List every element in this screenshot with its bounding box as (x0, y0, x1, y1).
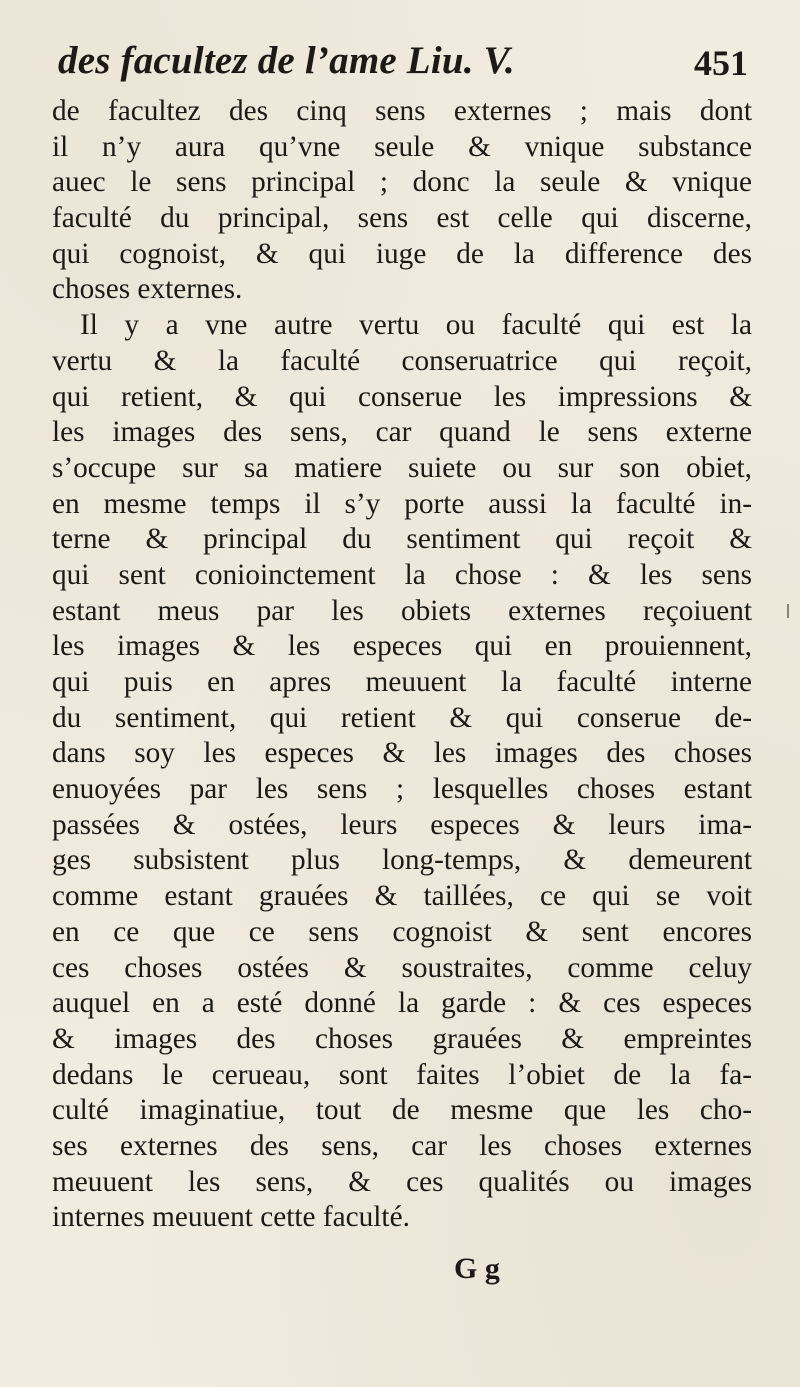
text-line: en ce que ce sens cognoist & sent encores (52, 915, 752, 948)
text-line: qui puis en apres meuuent la faculté interne (52, 666, 752, 698)
text-line: auec le sens principal ; donc la seule & vnique (52, 166, 752, 199)
text-line: estant meus par les obiets externes reçoiuent (52, 594, 752, 627)
text-line: faculté du principal, sens est celle qui discerne, (52, 202, 752, 235)
text-line: qui cognoist, & qui iuge de la difference des (52, 237, 752, 270)
text-line: les images des sens, car quand le sens externe (52, 416, 752, 449)
text-line: internes meuuent cette faculté. (52, 1201, 410, 1234)
text-line: qui retient, & qui conserue les impressions & (52, 380, 752, 413)
text-line: qui sent conioinctement la chose : & les sens (52, 558, 752, 591)
page-number: 451 (694, 43, 748, 83)
text-line: culté imaginatiue, tout de mesme que les cho- (52, 1094, 752, 1127)
paragraph-2 (52, 308, 752, 1236)
text-line: terne & principal du sentiment qui reçoit & (52, 523, 752, 556)
text-line: ges subsistent plus long-temps, & demeurent (52, 844, 752, 877)
body-text (52, 94, 752, 1236)
text-line: choses externes. (52, 273, 243, 306)
running-title: des facultez de l’ame Liu. V. (58, 39, 515, 82)
text-line: en mesme temps il s’y porte aussi la faculté in- (52, 487, 752, 520)
text-line: s’occupe sur sa matiere suiete ou sur son obiet, (52, 451, 752, 484)
text-line: il n’y aura qu’vne seule & vnique substance (52, 130, 752, 163)
text-line: vertu & la faculté conseruatrice qui reçoit, (52, 344, 752, 377)
text-line: & images des choses grauées & empreintes (52, 1022, 752, 1055)
page-header (58, 38, 748, 88)
text-line: ces choses ostées & soustraites, comme celuy (52, 951, 752, 984)
text-line: de facultez des cinq sens externes ; mais dont (52, 95, 752, 127)
text-line: dedans le cerueau, sont faites l’obiet de la fa- (52, 1058, 752, 1091)
text-line: enuoyées par les sens ; lesquelles choses estant (52, 773, 752, 806)
paragraph-1 (52, 94, 752, 308)
text-line: les images & les especes qui en prouiennent, (52, 630, 752, 663)
signature-mark: G g (454, 1252, 500, 1285)
text-line: comme estant grauées & taillées, ce qui se voit (52, 880, 752, 913)
text-line: passées & ostées, leurs especes & leurs ima- (52, 808, 752, 841)
margin-mark (787, 604, 789, 618)
text-line: du sentiment, qui retient & qui conserue de- (52, 701, 752, 734)
text-line: Il y a vne autre vertu ou faculté qui est la (80, 309, 752, 342)
text-line: meuuent les sens, & ces qualités ou images (52, 1165, 752, 1198)
text-line: dans soy les especes & les images des choses (52, 737, 752, 770)
text-line: auquel en a esté donné la garde : & ces especes (52, 987, 752, 1020)
text-line: ses externes des sens, car les choses externes (52, 1129, 752, 1162)
